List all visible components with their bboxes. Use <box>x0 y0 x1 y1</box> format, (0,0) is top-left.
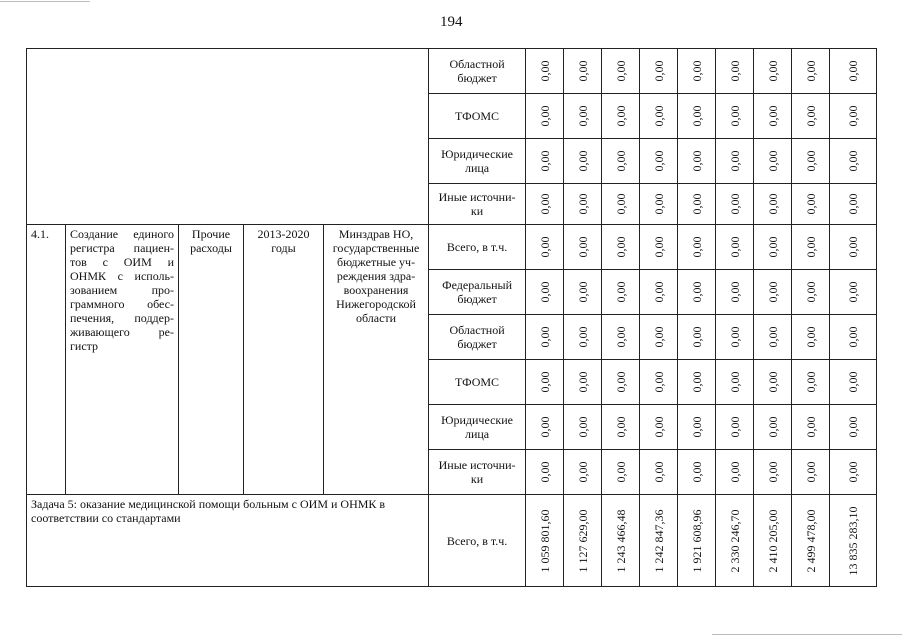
value-text: 0,00 <box>537 150 552 172</box>
value-text: 0,00 <box>689 461 704 483</box>
zero-cell <box>640 405 678 450</box>
value-text: 0,00 <box>689 281 704 303</box>
value-text: 0,00 <box>651 150 666 172</box>
zero-cell <box>754 450 792 495</box>
zero-cell <box>526 49 564 94</box>
zero-cell <box>830 270 877 315</box>
zero-cell <box>640 225 678 270</box>
zero-cell <box>526 315 564 360</box>
value-text: 0,00 <box>651 193 666 215</box>
value-text: 0,00 <box>846 60 861 82</box>
zero-cell <box>564 450 602 495</box>
value-text: 0,00 <box>846 236 861 258</box>
value-text: 0,00 <box>613 371 628 393</box>
value-text: 0,00 <box>689 416 704 438</box>
value-text: 0,00 <box>689 60 704 82</box>
zero-cell <box>754 139 792 184</box>
zero-cell <box>602 94 640 139</box>
value-text: 0,00 <box>846 416 861 438</box>
value-text: 0,00 <box>575 326 590 348</box>
zero-cell <box>526 184 564 225</box>
zero-cell <box>792 405 830 450</box>
task5-value <box>602 495 640 587</box>
source-label: Всего, в т.ч. <box>429 225 526 270</box>
value-text: 0,00 <box>803 150 818 172</box>
zero-cell <box>792 94 830 139</box>
zero-cell <box>640 139 678 184</box>
value-text: 0,00 <box>689 105 704 127</box>
value-text: 0,00 <box>689 371 704 393</box>
task5-value <box>754 495 792 587</box>
zero-cell <box>716 315 754 360</box>
value-text: 0,00 <box>613 281 628 303</box>
zero-cell <box>678 360 716 405</box>
scan-edge-top <box>0 1 90 2</box>
value-text: 0,00 <box>727 236 742 258</box>
source-label: Всего, в т.ч. <box>429 495 526 587</box>
value-text: 0,00 <box>803 105 818 127</box>
value-text: 0,00 <box>727 60 742 82</box>
zero-cell <box>792 315 830 360</box>
zero-cell <box>830 184 877 225</box>
zero-cell <box>678 450 716 495</box>
value-text: 1 242 847,36 <box>651 509 666 572</box>
zero-cell <box>830 405 877 450</box>
table-row <box>27 49 877 94</box>
task5-value <box>564 495 602 587</box>
value-text: 13 835 283,10 <box>846 506 861 575</box>
zero-cell <box>602 315 640 360</box>
value-text: 0,00 <box>727 326 742 348</box>
task5-value <box>792 495 830 587</box>
task5-value <box>716 495 754 587</box>
value-text: 0,00 <box>727 281 742 303</box>
value-text: 1 243 466,48 <box>613 509 628 572</box>
zero-cell <box>640 184 678 225</box>
value-text: 0,00 <box>651 281 666 303</box>
item-number: 4.1. <box>27 225 66 495</box>
value-text: 0,00 <box>651 461 666 483</box>
value-text: 0,00 <box>803 416 818 438</box>
zero-cell <box>640 270 678 315</box>
zero-cell <box>602 270 640 315</box>
zero-cell <box>830 94 877 139</box>
zero-cell <box>678 270 716 315</box>
zero-cell <box>602 225 640 270</box>
zero-cell <box>602 49 640 94</box>
zero-cell <box>716 184 754 225</box>
value-text: 0,00 <box>689 150 704 172</box>
source-label: Областной бюджет <box>429 315 526 360</box>
zero-cell <box>830 450 877 495</box>
value-text: 0,00 <box>765 105 780 127</box>
zero-cell <box>792 450 830 495</box>
zero-cell <box>830 315 877 360</box>
value-text: 0,00 <box>613 60 628 82</box>
value-text: 0,00 <box>651 416 666 438</box>
value-text: 0,00 <box>575 60 590 82</box>
zero-cell <box>830 225 877 270</box>
value-text: 0,00 <box>613 326 628 348</box>
value-text: 0,00 <box>765 281 780 303</box>
value-text: 0,00 <box>803 281 818 303</box>
value-text: 0,00 <box>537 193 552 215</box>
value-text: 0,00 <box>537 236 552 258</box>
item-name: Создание единого регистра пациен-тов с ОИМ и ОНМК с исполь-зованием про-граммного обес-печения, поддер-живающего ре-гистр <box>66 225 179 495</box>
source-label: Иные источни-ки <box>429 450 526 495</box>
value-text: 0,00 <box>727 461 742 483</box>
zero-cell <box>716 270 754 315</box>
value-text: 0,00 <box>575 461 590 483</box>
zero-cell <box>602 405 640 450</box>
value-text: 0,00 <box>765 371 780 393</box>
zero-cell <box>640 360 678 405</box>
zero-cell <box>716 360 754 405</box>
value-text: 2 330 246,70 <box>727 509 742 572</box>
task5-title: Задача 5: оказание медицинской помощи больным с ОИМ и ОНМК в соответствии со стандартами <box>27 495 429 587</box>
value-text: 0,00 <box>537 461 552 483</box>
zero-cell <box>640 450 678 495</box>
value-text: 0,00 <box>575 281 590 303</box>
zero-cell <box>792 139 830 184</box>
value-text: 0,00 <box>651 236 666 258</box>
zero-cell <box>602 184 640 225</box>
value-text: 1 921 608,96 <box>689 509 704 572</box>
zero-cell <box>716 225 754 270</box>
zero-cell <box>716 49 754 94</box>
value-text: 0,00 <box>537 105 552 127</box>
zero-cell <box>564 225 602 270</box>
value-text: 0,00 <box>765 236 780 258</box>
table-row-task5 <box>27 495 877 587</box>
value-text: 0,00 <box>613 416 628 438</box>
value-text: 0,00 <box>537 371 552 393</box>
value-text: 0,00 <box>537 326 552 348</box>
source-label: Юридические лица <box>429 405 526 450</box>
zero-cell <box>830 49 877 94</box>
zero-cell <box>678 94 716 139</box>
zero-cell <box>754 94 792 139</box>
scan-edge-bottom <box>712 634 902 635</box>
zero-cell <box>564 184 602 225</box>
source-label: Юридические лица <box>429 139 526 184</box>
value-text: 0,00 <box>575 105 590 127</box>
zero-cell <box>830 139 877 184</box>
value-text: 0,00 <box>765 150 780 172</box>
value-text: 0,00 <box>727 193 742 215</box>
zero-cell <box>564 94 602 139</box>
value-text: 1 127 629,00 <box>575 509 590 572</box>
value-text: 0,00 <box>689 236 704 258</box>
value-text: 0,00 <box>613 105 628 127</box>
zero-cell <box>754 225 792 270</box>
value-text: 0,00 <box>803 60 818 82</box>
source-label: ТФОМС <box>429 94 526 139</box>
value-text: 0,00 <box>575 371 590 393</box>
source-label: Областной бюджет <box>429 49 526 94</box>
item-expense-type: Прочие расходы <box>179 225 244 495</box>
zero-cell <box>678 184 716 225</box>
continuation-blank <box>27 49 429 225</box>
item-period: 2013-2020 годы <box>244 225 324 495</box>
zero-cell <box>678 225 716 270</box>
funding-table <box>26 48 877 587</box>
value-text: 0,00 <box>803 193 818 215</box>
zero-cell <box>640 315 678 360</box>
zero-cell <box>564 405 602 450</box>
value-text: 0,00 <box>846 371 861 393</box>
zero-cell <box>678 315 716 360</box>
zero-cell <box>602 139 640 184</box>
value-text: 0,00 <box>765 461 780 483</box>
value-text: 0,00 <box>575 193 590 215</box>
zero-cell <box>526 225 564 270</box>
value-text: 0,00 <box>846 105 861 127</box>
zero-cell <box>678 139 716 184</box>
value-text: 1 059 801,60 <box>537 509 552 572</box>
zero-cell <box>754 360 792 405</box>
table-row <box>27 225 877 270</box>
value-text: 0,00 <box>537 60 552 82</box>
task5-value <box>640 495 678 587</box>
task5-value <box>678 495 716 587</box>
task5-value <box>526 495 564 587</box>
zero-cell <box>602 450 640 495</box>
zero-cell <box>602 360 640 405</box>
value-text: 0,00 <box>651 105 666 127</box>
value-text: 0,00 <box>613 193 628 215</box>
value-text: 0,00 <box>846 281 861 303</box>
value-text: 0,00 <box>765 193 780 215</box>
zero-cell <box>716 94 754 139</box>
value-text: 2 410 205,00 <box>765 509 780 572</box>
zero-cell <box>792 360 830 405</box>
value-text: 0,00 <box>575 416 590 438</box>
value-text: 0,00 <box>846 150 861 172</box>
value-text: 0,00 <box>727 105 742 127</box>
zero-cell <box>564 360 602 405</box>
value-text: 0,00 <box>846 193 861 215</box>
value-text: 0,00 <box>765 326 780 348</box>
value-text: 0,00 <box>689 326 704 348</box>
zero-cell <box>754 315 792 360</box>
value-text: 0,00 <box>613 461 628 483</box>
zero-cell <box>792 270 830 315</box>
zero-cell <box>716 405 754 450</box>
value-text: 0,00 <box>803 326 818 348</box>
task5-value <box>830 495 877 587</box>
value-text: 0,00 <box>537 416 552 438</box>
value-text: 0,00 <box>765 60 780 82</box>
zero-cell <box>678 405 716 450</box>
zero-cell <box>564 270 602 315</box>
value-text: 0,00 <box>537 281 552 303</box>
value-text: 0,00 <box>651 60 666 82</box>
zero-cell <box>526 139 564 184</box>
value-text: 2 499 478,00 <box>803 509 818 572</box>
zero-cell <box>716 450 754 495</box>
zero-cell <box>754 270 792 315</box>
zero-cell <box>640 49 678 94</box>
value-text: 0,00 <box>575 236 590 258</box>
zero-cell <box>754 405 792 450</box>
zero-cell <box>526 450 564 495</box>
zero-cell <box>526 94 564 139</box>
zero-cell <box>640 94 678 139</box>
value-text: 0,00 <box>575 150 590 172</box>
zero-cell <box>792 49 830 94</box>
zero-cell <box>754 49 792 94</box>
zero-cell <box>792 225 830 270</box>
zero-cell <box>754 184 792 225</box>
value-text: 0,00 <box>727 150 742 172</box>
value-text: 0,00 <box>846 326 861 348</box>
source-label: Федеральный бюджет <box>429 270 526 315</box>
zero-cell <box>716 139 754 184</box>
zero-cell <box>526 405 564 450</box>
value-text: 0,00 <box>651 371 666 393</box>
value-text: 0,00 <box>803 236 818 258</box>
page-number: 194 <box>440 14 463 30</box>
value-text: 0,00 <box>613 150 628 172</box>
item-executor: Минздрав НО, государственные бюджетные уч-реждения здра-воохранения Нижегородской области <box>324 225 429 495</box>
zero-cell <box>564 315 602 360</box>
zero-cell <box>830 360 877 405</box>
value-text: 0,00 <box>727 416 742 438</box>
zero-cell <box>564 139 602 184</box>
value-text: 0,00 <box>651 326 666 348</box>
zero-cell <box>526 360 564 405</box>
value-text: 0,00 <box>846 461 861 483</box>
value-text: 0,00 <box>765 416 780 438</box>
value-text: 0,00 <box>803 461 818 483</box>
zero-cell <box>526 270 564 315</box>
value-text: 0,00 <box>689 193 704 215</box>
source-label: ТФОМС <box>429 360 526 405</box>
zero-cell <box>678 49 716 94</box>
source-label: Иные источни-ки <box>429 184 526 225</box>
zero-cell <box>792 184 830 225</box>
value-text: 0,00 <box>613 236 628 258</box>
zero-cell <box>564 49 602 94</box>
value-text: 0,00 <box>803 371 818 393</box>
value-text: 0,00 <box>727 371 742 393</box>
